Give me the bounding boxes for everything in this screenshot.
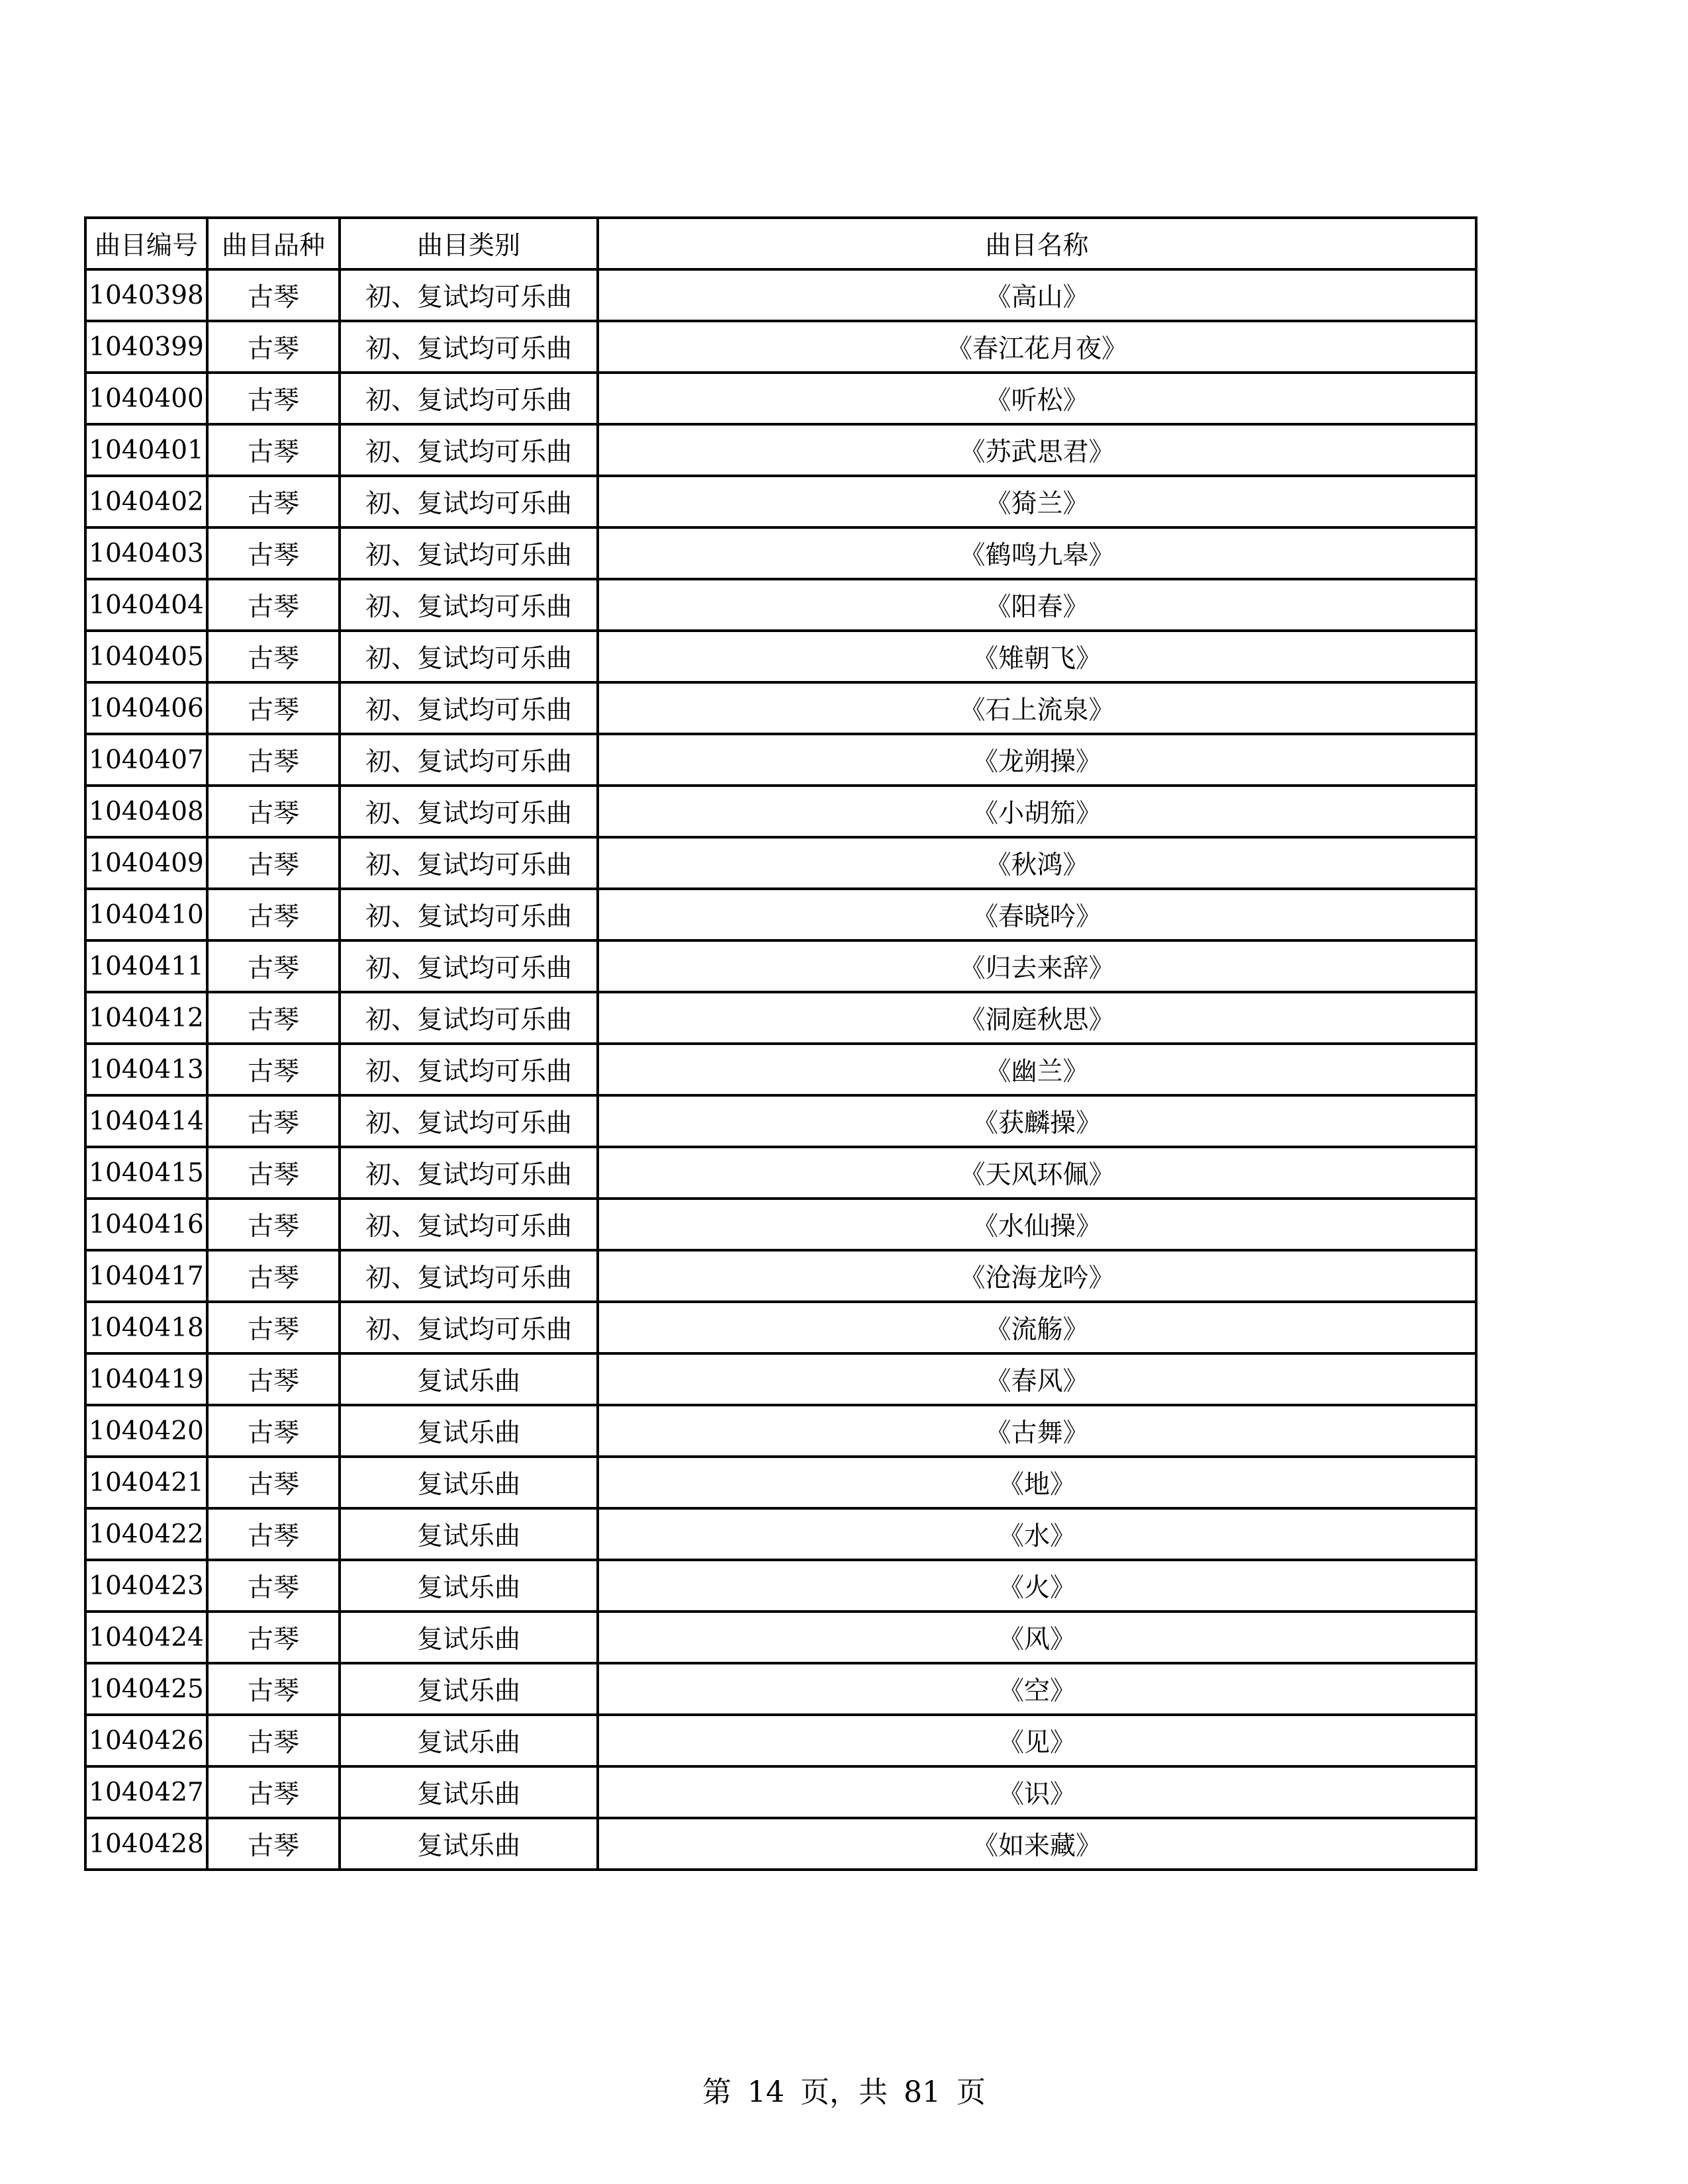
cell-category: 初、复试均可乐曲 (340, 734, 598, 786)
cell-title: 《沧海龙吟》 (598, 1250, 1476, 1302)
cell-code: 1040419 (85, 1353, 207, 1405)
cell-category: 初、复试均可乐曲 (340, 940, 598, 992)
cell-variety: 古琴 (207, 1302, 340, 1353)
table-row (85, 1818, 1476, 1870)
cell-title: 《阳春》 (598, 579, 1476, 631)
cell-title: 《春风》 (598, 1353, 1476, 1405)
cell-category: 复试乐曲 (340, 1405, 598, 1457)
cell-title: 《高山》 (598, 269, 1476, 321)
cell-variety: 古琴 (207, 786, 340, 837)
cell-title: 《地》 (598, 1457, 1476, 1508)
cell-code: 1040428 (85, 1818, 207, 1870)
table-row (85, 1612, 1476, 1663)
cell-title: 《水仙操》 (598, 1199, 1476, 1250)
cell-category: 初、复试均可乐曲 (340, 424, 598, 476)
cell-title: 《风》 (598, 1612, 1476, 1663)
header-category: 曲目类别 (340, 218, 598, 269)
cell-title: 《归去来辞》 (598, 940, 1476, 992)
cell-variety: 古琴 (207, 1612, 340, 1663)
table-row (85, 1302, 1476, 1353)
table-row (85, 321, 1476, 373)
cell-variety: 古琴 (207, 1405, 340, 1457)
cell-category: 初、复试均可乐曲 (340, 1250, 598, 1302)
table-row (85, 786, 1476, 837)
cell-category: 初、复试均可乐曲 (340, 1147, 598, 1199)
repertoire-table (84, 216, 1477, 1871)
table-row (85, 1199, 1476, 1250)
cell-code: 1040421 (85, 1457, 207, 1508)
table-row (85, 837, 1476, 889)
cell-variety: 古琴 (207, 1095, 340, 1147)
cell-code: 1040408 (85, 786, 207, 837)
cell-category: 复试乐曲 (340, 1560, 598, 1612)
table-row (85, 1560, 1476, 1612)
cell-variety: 古琴 (207, 1715, 340, 1766)
table-row (85, 1147, 1476, 1199)
cell-title: 《水》 (598, 1508, 1476, 1560)
cell-code: 1040398 (85, 269, 207, 321)
cell-category: 初、复试均可乐曲 (340, 1199, 598, 1250)
table-row (85, 1508, 1476, 1560)
cell-title: 《幽兰》 (598, 1044, 1476, 1095)
cell-title: 《龙朔操》 (598, 734, 1476, 786)
cell-title: 《如来藏》 (598, 1818, 1476, 1870)
cell-code: 1040407 (85, 734, 207, 786)
cell-category: 复试乐曲 (340, 1818, 598, 1870)
cell-variety: 古琴 (207, 1766, 340, 1818)
table-row (85, 579, 1476, 631)
table-row (85, 682, 1476, 734)
cell-title: 《石上流泉》 (598, 682, 1476, 734)
table-row (85, 1405, 1476, 1457)
total-pages: 81 (904, 2075, 941, 2109)
cell-variety: 古琴 (207, 1560, 340, 1612)
table-header-row (85, 218, 1476, 269)
cell-category: 初、复试均可乐曲 (340, 476, 598, 527)
cell-category: 初、复试均可乐曲 (340, 682, 598, 734)
cell-title: 《春江花月夜》 (598, 321, 1476, 373)
cell-title: 《雉朝飞》 (598, 631, 1476, 682)
table-row (85, 1353, 1476, 1405)
cell-category: 初、复试均可乐曲 (340, 631, 598, 682)
page-footer (0, 2068, 1688, 2111)
cell-variety: 古琴 (207, 837, 340, 889)
total-unit: 页 (957, 2075, 986, 2109)
cell-code: 1040415 (85, 1147, 207, 1199)
cell-variety: 古琴 (207, 527, 340, 579)
cell-category: 复试乐曲 (340, 1353, 598, 1405)
cell-title: 《听松》 (598, 373, 1476, 424)
cell-code: 1040409 (85, 837, 207, 889)
cell-code: 1040399 (85, 321, 207, 373)
cell-category: 初、复试均可乐曲 (340, 1095, 598, 1147)
cell-title: 《苏武思君》 (598, 424, 1476, 476)
cell-title: 《春晓吟》 (598, 889, 1476, 940)
cell-title: 《识》 (598, 1766, 1476, 1818)
cell-category: 初、复试均可乐曲 (340, 889, 598, 940)
cell-title: 《空》 (598, 1663, 1476, 1715)
cell-title: 《火》 (598, 1560, 1476, 1612)
table-row (85, 1095, 1476, 1147)
cell-category: 复试乐曲 (340, 1663, 598, 1715)
cell-category: 初、复试均可乐曲 (340, 527, 598, 579)
cell-code: 1040414 (85, 1095, 207, 1147)
cell-code: 1040417 (85, 1250, 207, 1302)
cell-code: 1040426 (85, 1715, 207, 1766)
table-row (85, 527, 1476, 579)
page-unit: 页，共 (800, 2075, 888, 2109)
table-row (85, 992, 1476, 1044)
table-row (85, 1044, 1476, 1095)
header-title: 曲目名称 (598, 218, 1476, 269)
cell-code: 1040406 (85, 682, 207, 734)
cell-code: 1040413 (85, 1044, 207, 1095)
cell-variety: 古琴 (207, 1663, 340, 1715)
cell-code: 1040404 (85, 579, 207, 631)
cell-category: 初、复试均可乐曲 (340, 786, 598, 837)
cell-code: 1040411 (85, 940, 207, 992)
cell-variety: 古琴 (207, 631, 340, 682)
table-row (85, 373, 1476, 424)
table-row (85, 734, 1476, 786)
table-row (85, 424, 1476, 476)
cell-title: 《获麟操》 (598, 1095, 1476, 1147)
cell-variety: 古琴 (207, 1818, 340, 1870)
cell-title: 《小胡笳》 (598, 786, 1476, 837)
table-row (85, 631, 1476, 682)
cell-code: 1040420 (85, 1405, 207, 1457)
cell-category: 复试乐曲 (340, 1612, 598, 1663)
table-row (85, 1663, 1476, 1715)
header-code: 曲目编号 (85, 218, 207, 269)
header-variety: 曲目品种 (207, 218, 340, 269)
cell-category: 复试乐曲 (340, 1508, 598, 1560)
cell-variety: 古琴 (207, 373, 340, 424)
cell-category: 初、复试均可乐曲 (340, 373, 598, 424)
cell-variety: 古琴 (207, 579, 340, 631)
cell-variety: 古琴 (207, 424, 340, 476)
cell-variety: 古琴 (207, 1147, 340, 1199)
cell-code: 1040402 (85, 476, 207, 527)
cell-code: 1040418 (85, 1302, 207, 1353)
cell-variety: 古琴 (207, 1457, 340, 1508)
cell-code: 1040410 (85, 889, 207, 940)
cell-variety: 古琴 (207, 1353, 340, 1405)
cell-code: 1040424 (85, 1612, 207, 1663)
cell-variety: 古琴 (207, 992, 340, 1044)
cell-variety: 古琴 (207, 476, 340, 527)
cell-category: 初、复试均可乐曲 (340, 1302, 598, 1353)
cell-variety: 古琴 (207, 1044, 340, 1095)
cell-variety: 古琴 (207, 940, 340, 992)
cell-code: 1040425 (85, 1663, 207, 1715)
table-row (85, 476, 1476, 527)
cell-code: 1040423 (85, 1560, 207, 1612)
cell-category: 初、复试均可乐曲 (340, 837, 598, 889)
cell-category: 初、复试均可乐曲 (340, 1044, 598, 1095)
cell-variety: 古琴 (207, 682, 340, 734)
cell-title: 《秋鸿》 (598, 837, 1476, 889)
cell-title: 《古舞》 (598, 1405, 1476, 1457)
table-body (85, 269, 1476, 1870)
cell-code: 1040400 (85, 373, 207, 424)
cell-variety: 古琴 (207, 1250, 340, 1302)
cell-title: 《天风环佩》 (598, 1147, 1476, 1199)
table-row (85, 940, 1476, 992)
cell-variety: 古琴 (207, 321, 340, 373)
table-row (85, 1457, 1476, 1508)
table-row (85, 1250, 1476, 1302)
cell-category: 初、复试均可乐曲 (340, 269, 598, 321)
cell-title: 《鹤鸣九皋》 (598, 527, 1476, 579)
page-prefix: 第 (702, 2075, 731, 2109)
cell-code: 1040416 (85, 1199, 207, 1250)
cell-title: 《流觞》 (598, 1302, 1476, 1353)
cell-variety: 古琴 (207, 889, 340, 940)
cell-code: 1040412 (85, 992, 207, 1044)
cell-category: 复试乐曲 (340, 1766, 598, 1818)
cell-title: 《见》 (598, 1715, 1476, 1766)
cell-code: 1040401 (85, 424, 207, 476)
cell-code: 1040427 (85, 1766, 207, 1818)
cell-category: 初、复试均可乐曲 (340, 992, 598, 1044)
table-row (85, 269, 1476, 321)
page-number: 14 (747, 2075, 784, 2109)
cell-variety: 古琴 (207, 1508, 340, 1560)
cell-variety: 古琴 (207, 734, 340, 786)
cell-variety: 古琴 (207, 269, 340, 321)
cell-variety: 古琴 (207, 1199, 340, 1250)
table-row (85, 889, 1476, 940)
cell-code: 1040405 (85, 631, 207, 682)
table-row (85, 1715, 1476, 1766)
cell-code: 1040422 (85, 1508, 207, 1560)
cell-title: 《洞庭秋思》 (598, 992, 1476, 1044)
table-row (85, 1766, 1476, 1818)
cell-category: 复试乐曲 (340, 1715, 598, 1766)
cell-title: 《猗兰》 (598, 476, 1476, 527)
cell-category: 初、复试均可乐曲 (340, 321, 598, 373)
cell-category: 初、复试均可乐曲 (340, 579, 598, 631)
cell-code: 1040403 (85, 527, 207, 579)
cell-category: 复试乐曲 (340, 1457, 598, 1508)
